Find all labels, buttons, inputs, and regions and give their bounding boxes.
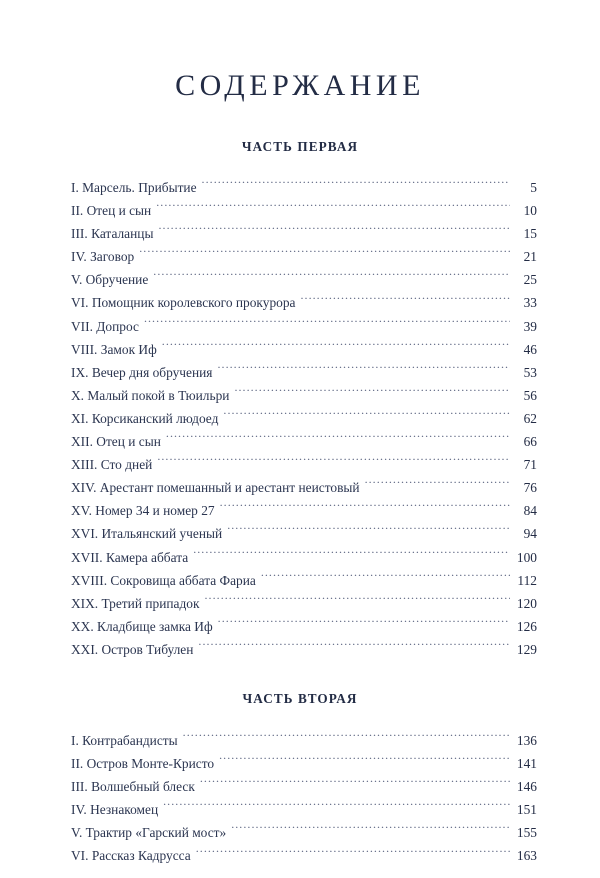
toc-entry[interactable] — [71, 338, 537, 361]
toc-entry-leader — [198, 640, 510, 653]
toc-entry-leader — [219, 755, 510, 768]
toc-entry[interactable] — [71, 268, 537, 291]
toc-entry-page-number: 129 — [516, 641, 537, 657]
part-two-entry-list — [71, 729, 537, 868]
toc-entry-leader — [231, 824, 510, 837]
toc-entry-label: VI. Рассказ Кадрусса — [71, 848, 191, 864]
toc-entry-page-number: 163 — [516, 848, 537, 864]
toc-entry[interactable] — [71, 315, 537, 338]
toc-entry-leader — [157, 456, 510, 469]
part-two-heading: ЧАСТЬ ВТОРАЯ — [242, 690, 358, 706]
toc-entry-leader — [139, 248, 510, 261]
toc-entry[interactable] — [71, 291, 537, 314]
toc-entry-leader — [234, 386, 510, 399]
toc-entry[interactable] — [71, 752, 537, 775]
toc-entry-label: XV. Номер 34 и номер 27 — [71, 503, 215, 519]
toc-entry[interactable] — [71, 222, 537, 245]
toc-entry[interactable] — [71, 407, 537, 430]
toc-entry-page-number: 53 — [523, 364, 537, 380]
toc-entry-leader — [158, 225, 510, 238]
toc-entry-label: XVIII. Сокровища аббата Фариа — [71, 572, 256, 588]
toc-entry-label: IX. Вечер дня обручения — [71, 364, 213, 380]
toc-entry-label: XVI. Итальянский ученый — [71, 526, 223, 542]
toc-entry-page-number: 10 — [523, 203, 537, 219]
toc-entry-leader — [365, 479, 510, 492]
part-one-entry-list — [71, 176, 537, 661]
toc-entry-leader — [153, 271, 510, 284]
toc-entry-page-number: 112 — [517, 572, 537, 588]
toc-entry-page-number: 56 — [523, 387, 537, 403]
toc-entry-label: IV. Незнакомец — [71, 802, 159, 818]
toc-entry-label: II. Остров Монте-Кристо — [71, 756, 215, 772]
toc-entry-page-number: 5 — [530, 180, 537, 195]
toc-entry-page-number: 94 — [523, 526, 537, 542]
toc-entry[interactable] — [71, 499, 537, 522]
toc-entry-leader — [166, 433, 510, 446]
toc-entry-page-number: 100 — [516, 549, 537, 565]
toc-entry-label: III. Каталанцы — [71, 226, 154, 242]
toc-entry[interactable] — [71, 430, 537, 453]
toc-entry-label: VI. Помощник королевского прокурора — [71, 295, 296, 311]
toc-entry-label: III. Волшебный блеск — [71, 779, 195, 795]
toc-entry-leader — [144, 317, 510, 330]
toc-entry-label: I. Контрабандисты — [71, 732, 178, 748]
toc-entry[interactable] — [71, 453, 537, 476]
toc-entry-page-number: 126 — [516, 618, 537, 634]
toc-entry-page-number: 39 — [523, 318, 537, 334]
toc-entry[interactable] — [71, 821, 537, 844]
toc-entry-label: IV. Заговор — [71, 249, 135, 265]
toc-entry-page-number: 155 — [516, 825, 537, 841]
toc-entry-leader — [193, 548, 510, 561]
toc-entry-leader — [223, 410, 510, 423]
toc-entry[interactable] — [71, 384, 537, 407]
toc-entry[interactable] — [71, 615, 537, 638]
page-title: СОДЕРЖАНИЕ — [175, 69, 425, 102]
toc-entry-page-number: 146 — [516, 779, 537, 795]
toc-entry-page-number: 141 — [516, 756, 537, 772]
toc-entry-leader — [200, 778, 510, 791]
toc-entry-label: VII. Допрос — [71, 318, 139, 334]
toc-entry-page-number: 120 — [516, 595, 537, 611]
toc-entry-page-number: 71 — [523, 457, 537, 473]
toc-entry-label: XII. Отец и сын — [71, 434, 161, 450]
toc-entry[interactable] — [71, 569, 537, 592]
toc-entry-leader — [163, 801, 510, 814]
toc-entry-page-number: 15 — [523, 226, 537, 242]
toc-entry-label: XIII. Сто дней — [71, 457, 153, 473]
toc-entry-leader — [202, 179, 510, 192]
toc-entry[interactable] — [71, 476, 537, 499]
toc-entry[interactable] — [71, 199, 537, 222]
toc-entry-label: V. Обручение — [71, 272, 149, 288]
toc-entry-page-number: 136 — [516, 732, 537, 748]
toc-entry[interactable] — [71, 592, 537, 615]
toc-entry-label: XIV. Арестант помешанный и арестант неистовый — [71, 480, 360, 496]
toc-entry-leader — [205, 594, 511, 607]
toc-entry-leader — [218, 617, 510, 630]
toc-entry[interactable] — [71, 176, 537, 199]
toc-entry-label: XVII. Камера аббата — [71, 549, 189, 565]
toc-entry-leader — [162, 340, 510, 353]
toc-entry-page-number: 66 — [523, 434, 537, 450]
toc-entry[interactable] — [71, 798, 537, 821]
toc-entry-leader — [227, 525, 510, 538]
toc-entry-page-number: 76 — [523, 480, 537, 496]
toc-entry-page-number: 25 — [523, 272, 537, 288]
toc-entry-label: V. Трактир «Гарский мост» — [71, 825, 227, 841]
toc-entry-page-number: 84 — [523, 503, 537, 519]
toc-entry[interactable] — [71, 844, 537, 867]
toc-entry-leader — [183, 732, 510, 745]
toc-entry-page-number: 46 — [523, 341, 537, 357]
toc-entry[interactable] — [71, 361, 537, 384]
toc-entry-leader — [196, 847, 510, 860]
toc-entry[interactable] — [71, 546, 537, 569]
toc-entry[interactable] — [71, 638, 537, 661]
toc-entry-label: I. Марсель. Прибытие — [71, 180, 197, 195]
part-one-heading: ЧАСТЬ ПЕРВАЯ — [241, 139, 359, 154]
toc-entry-label: II. Отец и сын — [71, 203, 152, 219]
toc-entry-label: XIX. Третий припадок — [71, 595, 200, 611]
toc-entry-page-number: 21 — [523, 249, 537, 265]
toc-entry[interactable] — [71, 775, 537, 798]
toc-entry-label: X. Малый покой в Тюильри — [71, 387, 230, 403]
toc-entry-label: VIII. Замок Иф — [71, 341, 157, 357]
toc-entry-leader — [156, 202, 510, 215]
toc-entry-page-number: 33 — [523, 295, 537, 311]
toc-entry[interactable] — [71, 245, 537, 268]
toc-entry-leader — [300, 294, 510, 307]
toc-entry-label: XX. Кладбище замка Иф — [71, 618, 213, 634]
toc-entry-leader — [220, 502, 510, 515]
toc-entry[interactable] — [71, 522, 537, 545]
toc-entry-leader — [217, 363, 510, 376]
toc-entry-leader — [261, 571, 510, 584]
toc-entry-label: XI. Корсиканский людоед — [71, 410, 219, 426]
toc-entry-label: XXI. Остров Тибулен — [71, 641, 194, 657]
toc-entry-page-number: 62 — [523, 410, 537, 426]
toc-entry-page-number: 151 — [516, 802, 537, 818]
toc-entry[interactable] — [71, 729, 537, 752]
